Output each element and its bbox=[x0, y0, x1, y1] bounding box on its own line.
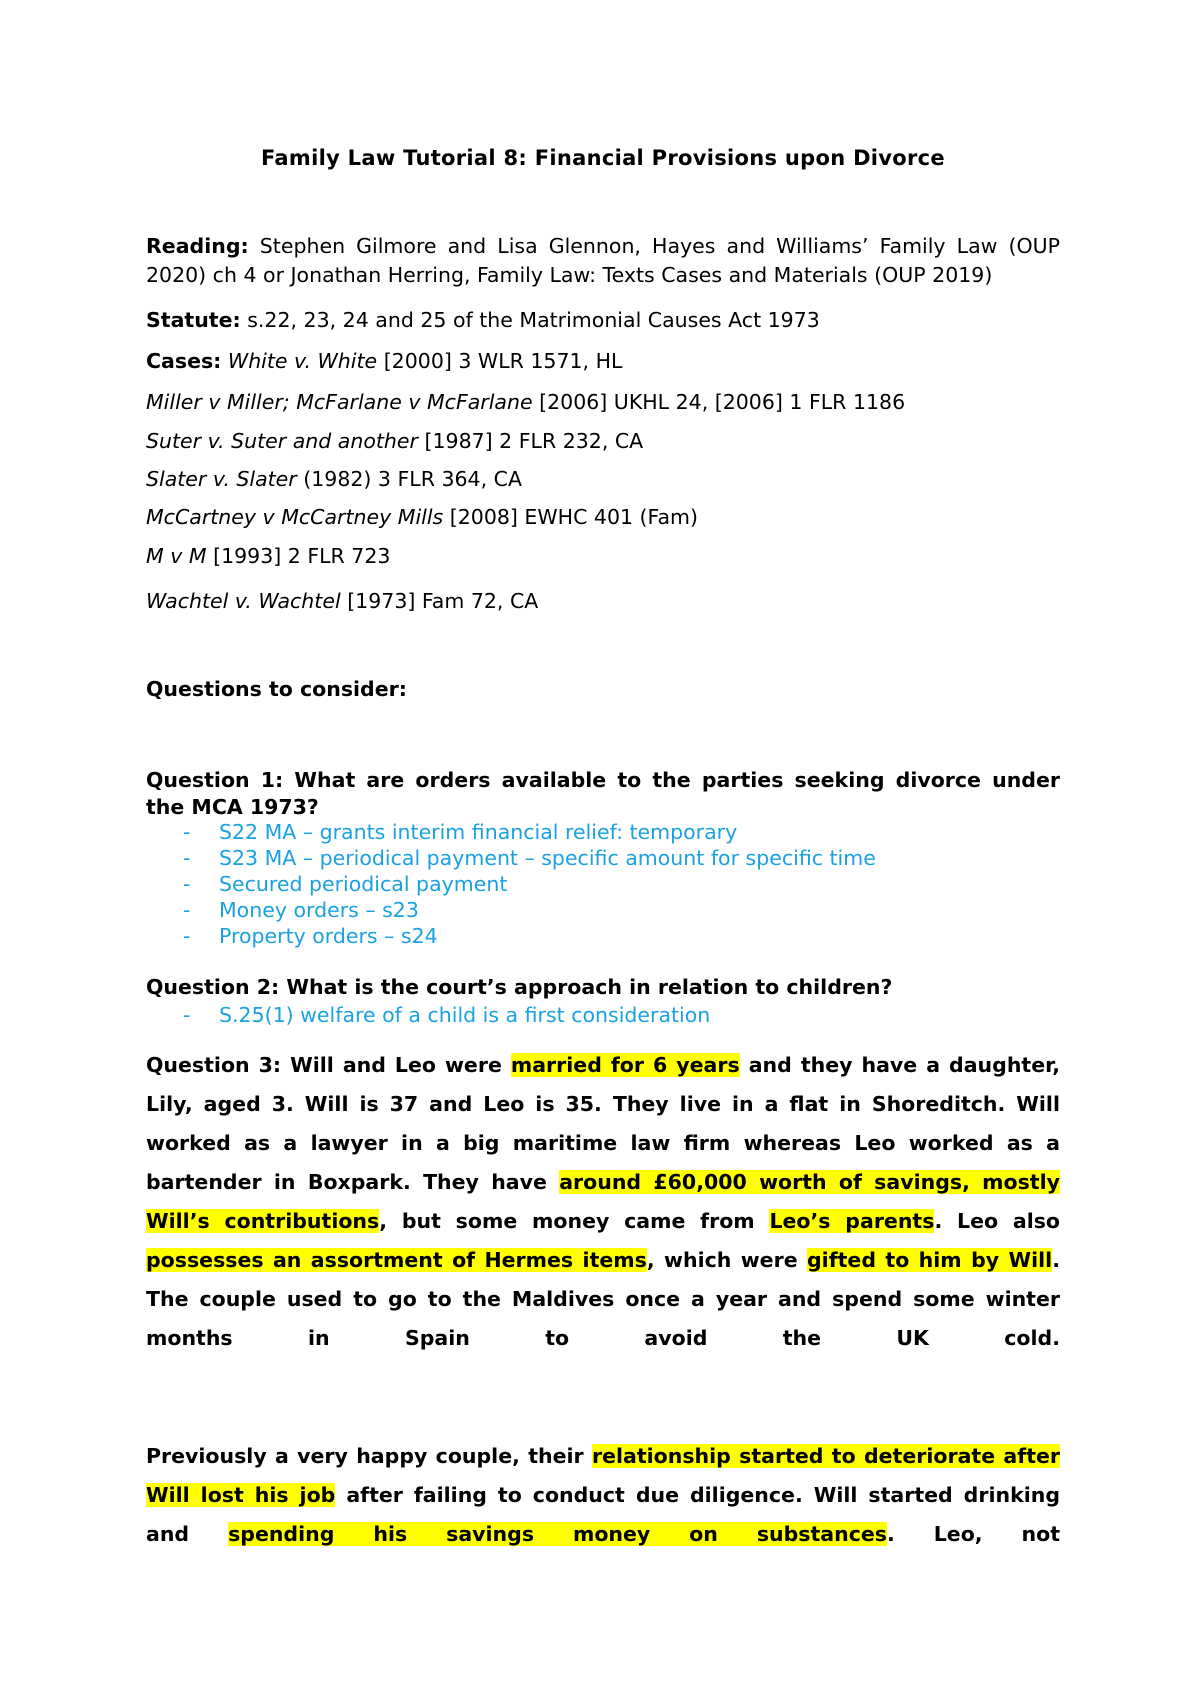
question-3-paragraph-1 bbox=[146, 1046, 1060, 1358]
case-item bbox=[146, 390, 905, 414]
case-citation: [2008] EWHC 401 (Fam) bbox=[449, 505, 698, 529]
cases-label: Cases: bbox=[146, 349, 222, 373]
case-citation: [2006] UKHL 24, [2006] 1 FLR 1186 bbox=[539, 390, 906, 414]
bullet-dash: - bbox=[183, 898, 191, 922]
bullet-dash: - bbox=[183, 924, 191, 948]
highlighted-text: around £60,000 worth of savings, mostly Will’s contributions bbox=[146, 1170, 1061, 1233]
case-item bbox=[146, 589, 538, 613]
text-run: . Leo, not bbox=[887, 1522, 1060, 1546]
highlighted-text: relationship started to deteriorate after Will lost his job bbox=[146, 1444, 1061, 1507]
text-run: , which were bbox=[646, 1248, 807, 1272]
question-2-answers bbox=[146, 1002, 1060, 1028]
text-run: and they have a daughter, Lily, aged 3. Will is 37 and Leo is 35. They live in a flat in Shoreditch. Will worked as a lawyer in a big maritime law firm whereas Leo worked as a bartender in Boxpark. They have bbox=[146, 1053, 1061, 1194]
case-citation: [1987] 2 FLR 232, CA bbox=[424, 429, 644, 453]
text-run: . The couple used to go to the Maldives once a year and spend some winter months in Spain to avoid the UK cold. bbox=[146, 1248, 1060, 1350]
case-item bbox=[146, 505, 698, 529]
highlighted-text: Leo’s parents bbox=[769, 1209, 935, 1233]
bullet-dash: - bbox=[183, 872, 191, 896]
case-citation: [1993] 2 FLR 723 bbox=[213, 544, 391, 568]
answer-text: S.25(1) welfare of a child is a first consideration bbox=[219, 1003, 711, 1027]
question-1-answers bbox=[146, 819, 1060, 949]
case-item bbox=[146, 349, 622, 373]
answer-text: S22 MA – grants interim financial relief: temporary bbox=[219, 820, 738, 844]
answer-item bbox=[146, 845, 1060, 871]
text-run: Previously a very happy couple, their bbox=[146, 1444, 592, 1468]
highlighted-text: spending his savings money on substances bbox=[228, 1522, 887, 1546]
statute-line bbox=[146, 308, 820, 332]
text-run: Question 3: Will and Leo were bbox=[146, 1053, 511, 1077]
question-3-paragraph-2 bbox=[146, 1437, 1060, 1554]
text-run: , but some money came from bbox=[379, 1209, 770, 1233]
bullet-dash: - bbox=[183, 1003, 191, 1027]
text-run: after failing to conduct due diligence. Will started drinking and bbox=[146, 1483, 1061, 1546]
answer-text: Money orders – s23 bbox=[219, 898, 419, 922]
case-name: Suter v. Suter and another bbox=[146, 429, 418, 453]
bullet-dash: - bbox=[183, 846, 191, 870]
questions-heading: Questions to consider: bbox=[146, 677, 407, 701]
answer-text: Property orders – s24 bbox=[219, 924, 438, 948]
question-2-text: Question 2: What is the court’s approach in relation to children? bbox=[146, 975, 893, 999]
highlighted-text: married for 6 years bbox=[510, 1053, 740, 1077]
reading-section bbox=[146, 232, 1060, 290]
case-name: Miller v Miller; McFarlane v McFarlane bbox=[146, 390, 533, 414]
case-item bbox=[146, 544, 390, 568]
case-citation: (1982) 3 FLR 364, CA bbox=[303, 467, 522, 491]
case-citation: [1973] Fam 72, CA bbox=[347, 589, 539, 613]
reading-label: Reading: bbox=[146, 234, 249, 258]
statute-label: Statute: bbox=[146, 308, 241, 332]
highlighted-text: gifted to him by Will bbox=[807, 1248, 1053, 1272]
answer-text: Secured periodical payment bbox=[219, 872, 508, 896]
statute-text: s.22, 23, 24 and 25 of the Matrimonial Causes Act 1973 bbox=[247, 308, 820, 332]
case-citation: [2000] 3 WLR 1571, HL bbox=[383, 349, 623, 373]
answer-item bbox=[146, 897, 1060, 923]
case-name: Slater v. Slater bbox=[146, 467, 297, 491]
bullet-dash: - bbox=[183, 820, 191, 844]
question-1 bbox=[146, 767, 1060, 821]
reading-text: Stephen Gilmore and Lisa Glennon, Hayes and Williams’ Family Law (OUP 2020) ch 4 or Jonathan Herring, Family Law: Texts Cases and Materials (OUP 2019) bbox=[146, 234, 1060, 287]
question-1-text: Question 1: What are orders available to the parties seeking divorce under the MCA 1973? bbox=[146, 768, 1060, 819]
answer-item bbox=[146, 819, 1060, 845]
answer-text: S23 MA – periodical payment – specific amount for specific time bbox=[219, 846, 876, 870]
answer-item bbox=[146, 923, 1060, 949]
case-item bbox=[146, 429, 643, 453]
highlighted-text: possesses an assortment of Hermes items bbox=[146, 1248, 647, 1272]
answer-item bbox=[146, 871, 1060, 897]
case-name: McCartney v McCartney Mills bbox=[146, 505, 444, 529]
text-run: . Leo also bbox=[934, 1209, 1061, 1233]
document-title: Family Law Tutorial 8: Financial Provisions upon Divorce bbox=[261, 146, 945, 170]
case-item bbox=[146, 467, 522, 491]
case-name: White v. White bbox=[227, 349, 378, 373]
case-name: M v M bbox=[146, 544, 207, 568]
case-name: Wachtel v. Wachtel bbox=[146, 589, 341, 613]
answer-item bbox=[146, 1002, 1060, 1028]
